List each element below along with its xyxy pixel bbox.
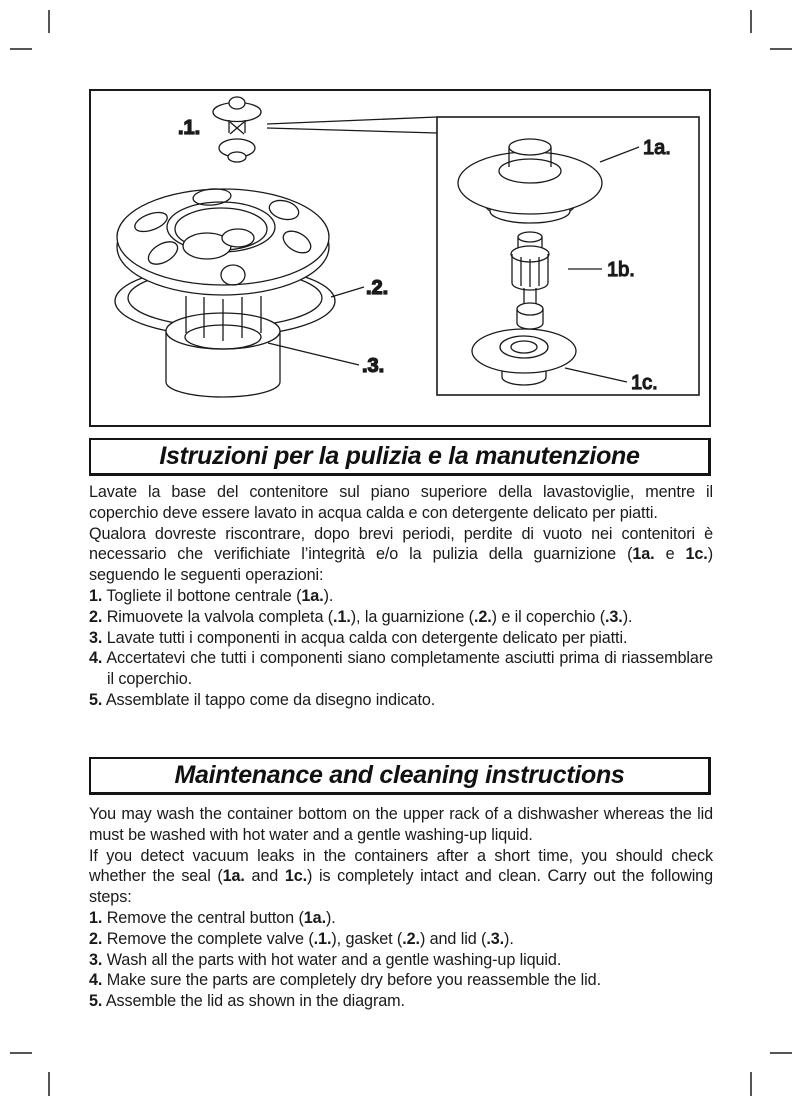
valve-part — [213, 97, 261, 162]
magnification-lines — [267, 117, 437, 133]
crop-mark-bottom-left-horizontal — [10, 1052, 32, 1054]
italian-step-2: 2. Rimuovete la valvola completa (.1.), la guarnizione (.2.) e il coperchio (.3.). — [89, 607, 633, 626]
part-1a-label: 1a. — [643, 137, 671, 159]
english-step-1: 1. Remove the central button (1a.). — [89, 908, 336, 927]
italian-title-box — [89, 438, 711, 476]
part-1c-label: 1c. — [631, 372, 658, 394]
italian-paragraph-2: Qualora dovreste riscontrare, dopo brevi periodi, perdite di vuoto nei contenitori è necessario che verifichiate l’integrità e/o la pulizia della guarnizione (1a. e 1c.) seguendo le seguenti operazioni: — [89, 524, 713, 585]
english-step-4: 4. Make sure the parts are completely dry before you reassemble the lid. — [89, 971, 601, 990]
button-cap-part — [458, 139, 602, 223]
english-paragraph-2: If you detect vacuum leaks in the containers after a short time, you should check whether the seal (1a. and 1c.) is completely intact and clean. Carry out the following steps: — [89, 846, 713, 907]
lid-top-part — [117, 187, 329, 295]
crop-mark-top-left-horizontal — [10, 48, 32, 50]
diagram-box — [89, 89, 711, 427]
part-2-label: .2. — [366, 277, 389, 299]
valve-stem-part — [511, 232, 549, 329]
crop-mark-bottom-right-horizontal — [770, 1052, 792, 1054]
italian-paragraph-1: Lavate la base del contenitore sul piano superiore della lavastoviglie, mentre il coperchio deve essere lavato in acqua calda e con detergente delicato per piatti. — [89, 483, 713, 522]
english-title-box — [89, 757, 711, 795]
italian-step-3: 3. Lavate tutti i componenti in acqua calda con detergente delicato per piatti. — [89, 628, 628, 647]
seal-disk-part — [472, 329, 576, 385]
english-instructions — [89, 804, 713, 1012]
italian-instructions — [89, 482, 713, 711]
italian-step-5: 5. Assemblate il tappo come da disegno indicato. — [89, 690, 436, 709]
english-step-5: 5. Assemble the lid as shown in the diagram. — [89, 992, 405, 1011]
part-1b-label: 1b. — [607, 259, 635, 281]
crop-mark-top-right-vertical — [750, 10, 752, 33]
crop-mark-top-left-vertical — [48, 10, 50, 33]
italian-step-1: 1. Togliete il bottone centrale (1a.). — [89, 586, 334, 605]
english-paragraph-1: You may wash the container bottom on the upper rack of a dishwasher whereas the lid must be washed with hot water and a gentle washing-up liquid. — [89, 805, 713, 844]
crop-mark-bottom-right-vertical — [750, 1072, 752, 1096]
english-step-2: 2. Remove the complete valve (.1.), gasket (.2.) and lid (.3.). — [89, 929, 514, 948]
english-step-3: 3. Wash all the parts with hot water and a gentle washing-up liquid. — [89, 950, 562, 969]
english-section-title: Maintenance and cleaning instructions — [174, 761, 625, 789]
italian-step-4: 4. Accertatevi che tutti i componenti siano completamente asciutti prima di riassemblare il coperchio. — [89, 649, 713, 689]
part-1-label: .1. — [178, 117, 201, 139]
crop-mark-bottom-left-vertical — [48, 1072, 50, 1096]
crop-mark-top-right-horizontal — [770, 48, 792, 50]
italian-section-title: Istruzioni per la pulizia e la manutenzione — [159, 442, 640, 470]
exploded-diagram — [91, 91, 709, 425]
part-3-label: .3. — [362, 355, 385, 377]
